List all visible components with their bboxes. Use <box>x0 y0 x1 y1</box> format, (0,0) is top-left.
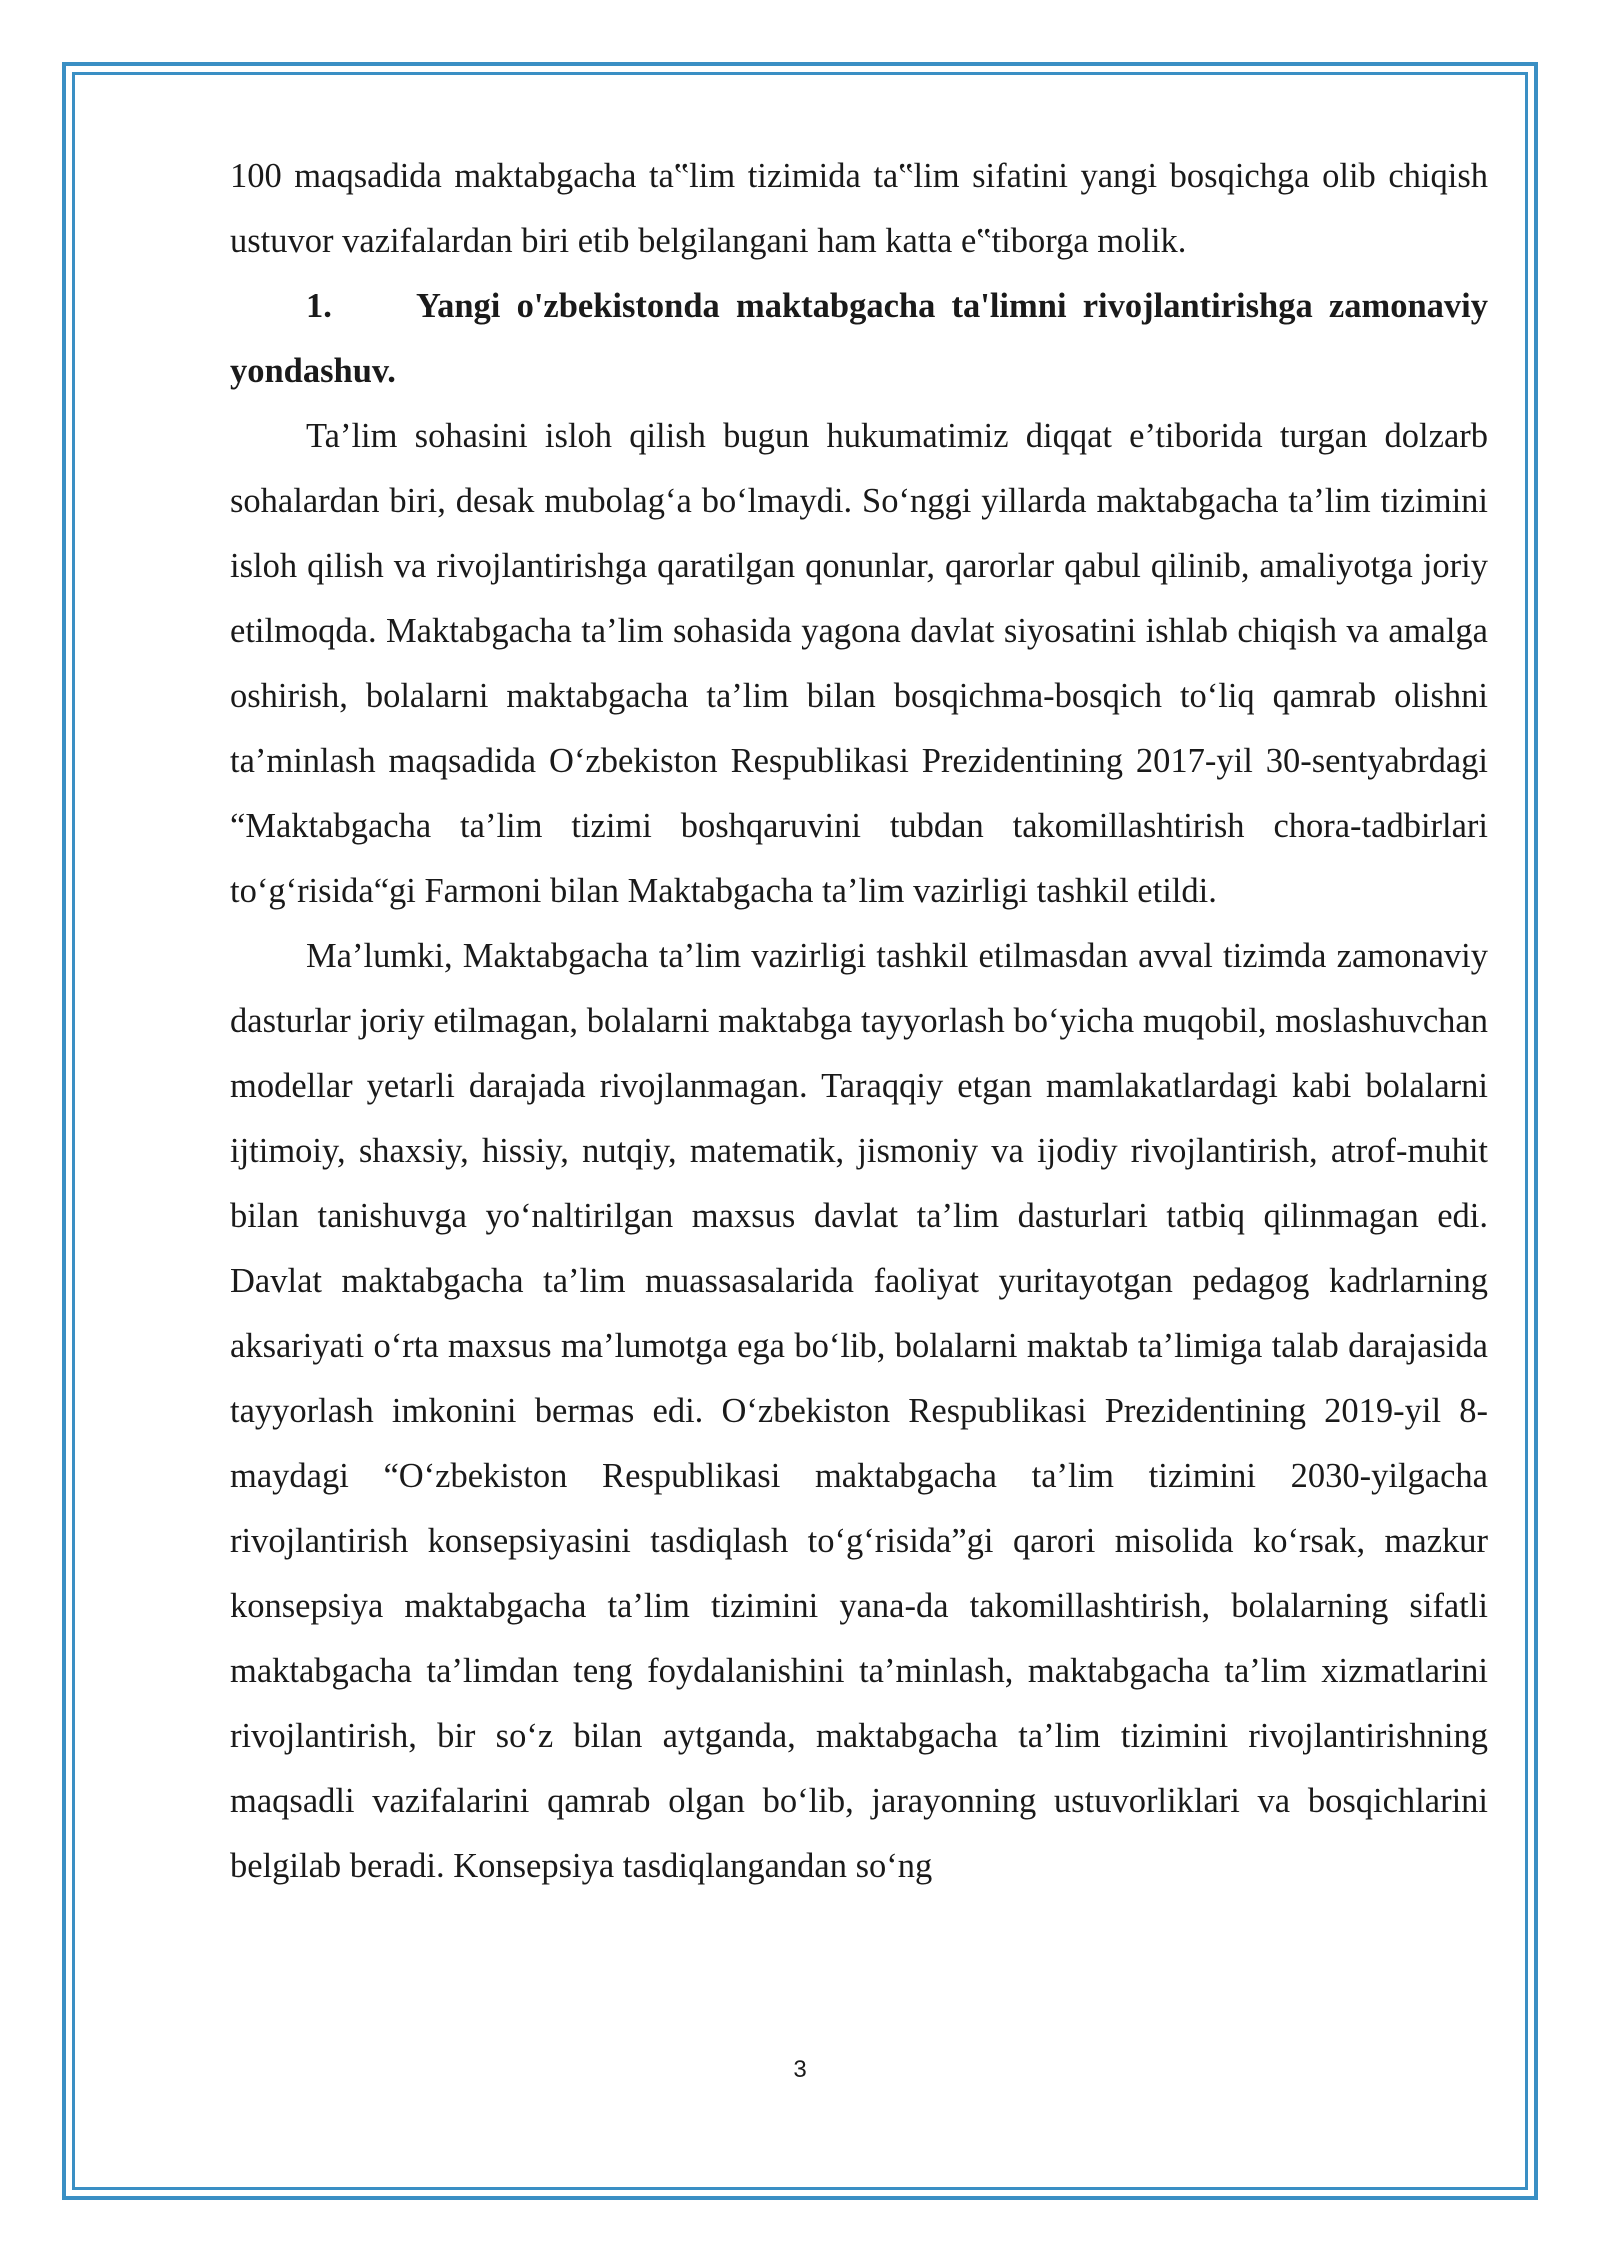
section-heading-text: Yangi o'zbekistonda maktabgacha ta'limni rivojlantirishga zamonaviy yondashuv. <box>230 287 1488 390</box>
paragraph-2: Ma’lumki, Maktabgacha ta’lim vazirligi tashkil etilmasdan avval tizimda zamonaviy dasturlar joriy etilmagan, bolalarni maktabga tayyorlash bo‘yicha muqobil, moslashuvchan modellar yetarli darajada rivojlanmagan. Taraqqiy etgan mamlakatlardagi kabi bolalarni ijtimoiy, shaxsiy, hissiy, nutqiy, matematik, jismoniy va ijodiy rivojlantirish, atrof-muhit bilan tanishuvga yo‘naltirilgan maxsus davlat ta’lim dasturlari tatbiq qilinmagan edi. Davlat maktabgacha ta’lim muassasalarida faoliyat yuritayotgan pedagog kadrlarning aksariyati o‘rta maxsus ma’lumotga ega bo‘lib, bolalarni maktab ta’limiga talab darajasida tayyorlash imkonini bermas edi. O‘zbekiston Respublikasi Prezidentining 2019-yil 8-maydagi “O‘zbekiston Respublikasi maktabgacha ta’lim tizimini 2030-yilgacha rivojlantirish konsepsiyasini tasdiqlash to‘g‘risida”gi qarori misolida ko‘rsak, mazkur konsepsiya maktabgacha ta’lim tizimini yana-da takomillashtirish, bolalarning sifatli maktabgacha ta’limdan teng foydalanishini ta’minlash, maktabgacha ta’lim xizmatlarini rivojlantirish, bir so‘z bilan aytganda, maktabgacha ta’lim tizimini rivojlantirishning maqsadli vazifalarini qamrab olgan bo‘lib, jarayonning ustuvorliklari va bosqichlarini belgilab beradi. Konsepsiya tasdiqlangandan so‘ng <box>230 937 1488 1885</box>
document-body <box>230 144 1488 1899</box>
continuation-paragraph: 100 maqsadida maktabgacha ta‟lim tizimida ta‟lim sifatini yangi bosqichga olib chiqish ustuvor vazifalardan biri etib belgilangani ham katta e‟tiborga molik. <box>230 157 1488 260</box>
section-heading-number: 1. <box>306 287 332 325</box>
section-heading <box>230 274 1488 404</box>
paragraph-1: Ta’lim sohasini isloh qilish bugun hukumatimiz diqqat e’tiborida turgan dolzarb sohalardan biri, desak mubolag‘a bo‘lmaydi. So‘nggi yillarda maktabgacha ta’lim tizimini isloh qilish va rivojlantirishga qaratilgan qonunlar, qarorlar qabul qilinib, amaliyotga joriy etilmoqda. Maktabgacha ta’lim sohasida yagona davlat siyosatini ishlab chiqish va amalga oshirish, bolalarni maktabgacha ta’lim bilan bosqichma-bosqich to‘liq qamrab olishni ta’minlash maqsadida O‘zbekiston Respublikasi Prezidentining 2017-yil 30-sentyabrdagi “Maktabgacha ta’lim tizimi boshqaruvini tubdan takomillashtirish chora-tadbirlari to‘g‘risida“gi Farmoni bilan Maktabgacha ta’lim vazirligi tashkil etildi. <box>230 417 1488 910</box>
page-number: 3 <box>793 2056 807 2083</box>
